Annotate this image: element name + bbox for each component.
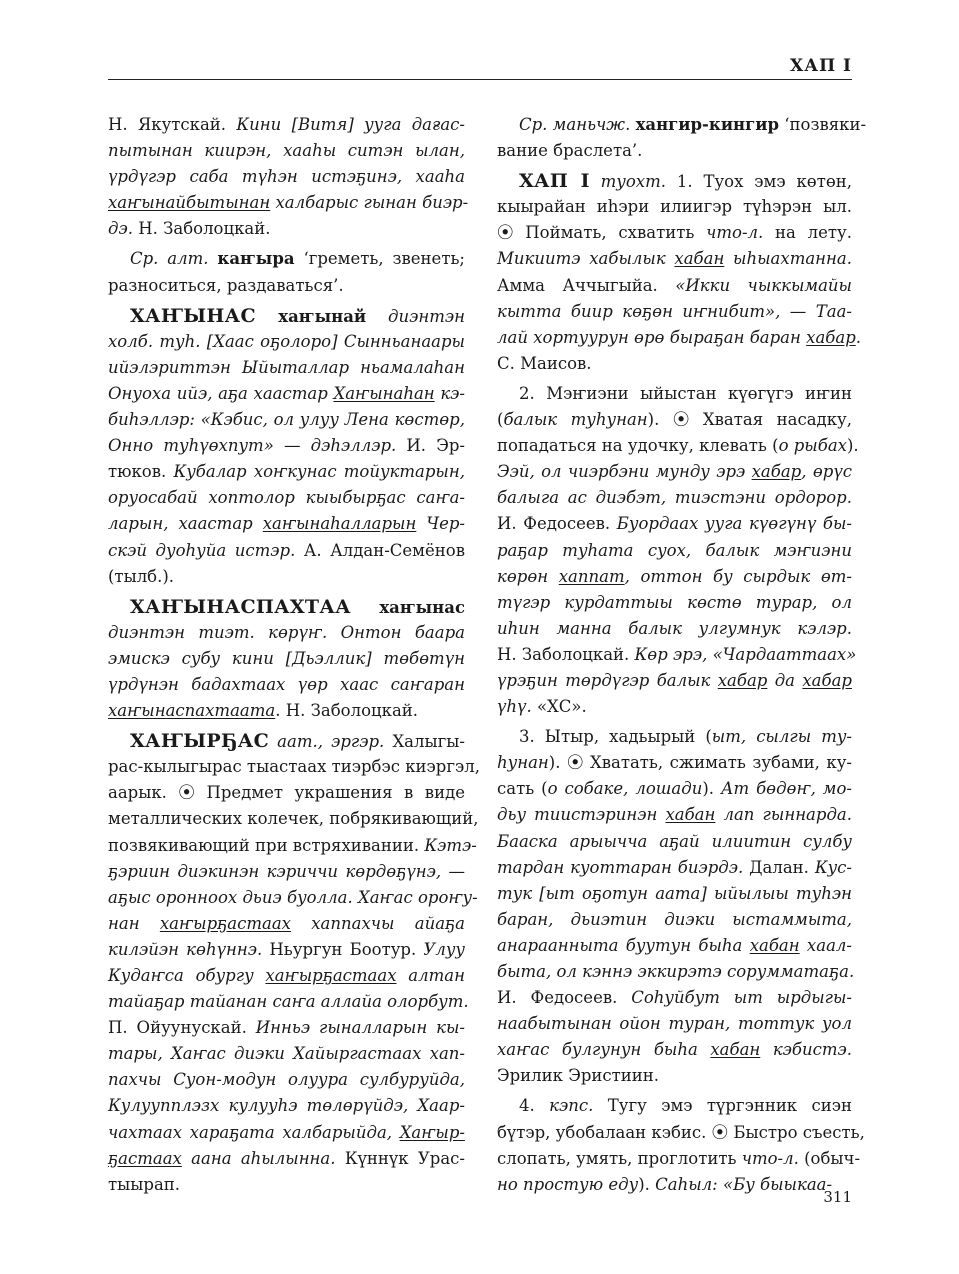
text-run: тары, Хаҥас диэки Хайыргастаах хап- (108, 1044, 465, 1064)
text-line (108, 620, 465, 646)
text-run: раҕар туһата суох, балык мэҥиэни (497, 540, 852, 560)
text-run: Ср. алт. (130, 249, 218, 269)
text-run: аана аһылынна. (181, 1148, 345, 1168)
text-line (108, 594, 465, 620)
text-run: что-л. (706, 223, 764, 243)
text-line (497, 273, 852, 299)
text-run: эргэр. (331, 732, 393, 752)
text-run: ‘позвяки- (779, 115, 867, 134)
text-run: Саһыл: «Бу быыкаа- (655, 1174, 833, 1194)
text-run: кэпс. (549, 1096, 608, 1116)
text-line (497, 1063, 852, 1089)
text-run: (тылб.). (108, 566, 175, 586)
text-run: Н. Заболоцкай. (497, 644, 635, 664)
text-line (108, 698, 465, 724)
text-run: 4. (519, 1096, 550, 1116)
text-line (108, 754, 480, 780)
text-run: 2. Мэҥиэни ыйыстан күөгүгэ иҥин (519, 383, 852, 403)
text-run: үһү. (497, 697, 537, 717)
text-run: хаҥынайбытынан (108, 193, 271, 213)
text-line (497, 112, 867, 138)
text-run: ‘греметь, звенеть; (294, 249, 465, 269)
text-line (497, 802, 852, 828)
text-line (108, 216, 465, 242)
text-run: алтан (396, 966, 465, 985)
text-run: наабытынан ойон туран, тоттук уол (497, 1014, 852, 1034)
page-number: 311 (823, 1188, 852, 1206)
text-run: ыһыахтанна. (724, 249, 852, 269)
text-line (108, 246, 465, 272)
text-run: ). ⦿ Хватая насадку, (647, 410, 852, 430)
text-line (497, 642, 857, 668)
text-run: «Икки чыккымайы (675, 275, 852, 295)
text-line (108, 963, 465, 989)
text-run: металлических колечек, побрякивающий, (108, 809, 479, 829)
text-line (497, 511, 852, 537)
header-title: ХАП I (790, 56, 852, 76)
text-run: үрэҕин төрдүгэр балык (497, 670, 718, 690)
text-line (497, 907, 852, 933)
text-run: Н. Заболоцкай. (138, 219, 271, 239)
text-run: 3. Ытыр, хадьырый ( (519, 727, 712, 747)
text-line (108, 329, 465, 355)
text-run: каҥыра (217, 249, 295, 269)
text-line (497, 1011, 852, 1037)
text-run: ийэлэриттэн Ыйыталлар ньамалаһан (108, 357, 465, 377)
text-run: иһин манна балык улгумнук кэлэр. (497, 618, 852, 638)
text-run: да (767, 670, 803, 690)
text-run: позвякивающий при встряхивании. (108, 835, 425, 855)
text-run: Бааска арыычча аҕай илиитин сулбу (497, 831, 852, 851)
text-line (108, 538, 465, 564)
text-run: тук [ыт оҕотун аата] ыйылыы туһэн (497, 883, 852, 903)
text-line (497, 485, 852, 511)
text-run: скэй дуоһуйа истэр. (108, 540, 304, 560)
text-run: Н. Якутскай. (108, 115, 237, 134)
text-run: бүтэр, убобалаан кэбис. ⦿ Быстро съесть, (497, 1122, 865, 1142)
text-run: тайаҕар тайанан саҥа аллайа олорбут. (108, 992, 469, 1012)
text-run: пахчы Суон-модун олуура сулбуруйда, (108, 1070, 465, 1090)
text-line (497, 220, 852, 246)
text-run: ). (702, 779, 721, 799)
text-run: Тугу эмэ түргэнник сиэн (607, 1096, 852, 1116)
text-line (497, 1093, 852, 1119)
text-line (108, 833, 477, 859)
text-run: ларын, хаастар (108, 514, 263, 534)
text-line (108, 381, 465, 407)
text-run: Кулуупплэзх кулууһэ төлөрүйдэ, Хаар- (108, 1096, 465, 1116)
text-run: тардан куоттаран биэрдэ. (497, 857, 750, 877)
text-run: Ээй, ол чиэрбэни мунду эрэ (497, 462, 752, 482)
text-run: Инньэ гыналларын кы- (255, 1018, 465, 1038)
text-line (108, 1172, 465, 1198)
text-run: эмискэ субу кини [Дьэллик] төбөтүн (108, 648, 465, 668)
text-run: Улуу (423, 939, 465, 959)
text-run: ⦿ Поймать, схватить (497, 223, 707, 243)
left-column (108, 112, 480, 1198)
text-line (108, 433, 465, 459)
text-run: Кэтэ- (424, 835, 477, 855)
text-run: Халыгы- (392, 732, 465, 752)
text-run: хабан (674, 249, 725, 269)
text-line (497, 138, 852, 164)
text-line (497, 194, 852, 220)
text-line (497, 959, 855, 985)
text-run: үрдүнэн бадахтаах үөр хаас саҥаран (108, 674, 465, 694)
text-run: разноситься, раздаваться’. (108, 275, 344, 295)
text-run: Чер- (416, 514, 465, 534)
text-run: И. Эр- (406, 436, 465, 456)
text-run: рас-кылыгырас тыастаах тиэрбэс киэргэл, (108, 757, 480, 777)
text-run: (обыч- (798, 1148, 861, 1168)
text-run: аҕыс оронноох дьиэ буолла. Хаҥас ороҥу- (108, 887, 478, 907)
text-run: ҕастаах (108, 1148, 182, 1168)
text-run: о рыбах (778, 436, 847, 456)
text-run: хаал- (799, 935, 852, 955)
text-run: дьу тиистэринэн (497, 805, 666, 825)
text-run: на лету. (763, 223, 853, 243)
text-line (497, 246, 852, 272)
text-run: Эрилик Эристиин. (497, 1066, 660, 1086)
text-line (108, 859, 465, 885)
text-run: көрөн (497, 566, 559, 586)
text-run: Хаҥынаһан (333, 383, 435, 403)
text-run: Күннүк Урас- (344, 1148, 465, 1168)
text-run: хабар (751, 462, 802, 482)
text-run: Кини [Витя] ууга дағас- (236, 115, 466, 134)
text-line (108, 138, 465, 164)
text-run: тюков. (108, 462, 174, 482)
text-line (108, 407, 465, 433)
text-line (108, 937, 465, 963)
text-line (497, 564, 852, 590)
text-line (108, 1093, 465, 1119)
text-run: «ХС». (536, 697, 587, 717)
text-run: тыырап. (108, 1174, 181, 1194)
text-run: дэ. (108, 219, 139, 239)
text-run: кэбистэ. (760, 1040, 852, 1060)
text-line (108, 672, 465, 698)
text-run: биһэллэр: «Кэбис, ол улуу Лена көстөр, (108, 410, 465, 430)
text-run: баран, дьиэтин диэки ыстаммыта, (497, 909, 852, 929)
text-line (497, 829, 852, 855)
text-run: ( (497, 410, 504, 430)
header-rule (108, 79, 852, 80)
text-run: аат., (269, 732, 332, 752)
text-line (497, 299, 852, 325)
text-run: халбарыс гынан биэр- (270, 193, 469, 213)
text-run: хаҥынаһалларын (262, 514, 417, 534)
text-run: 1. Туох эмэ көтөн, (676, 172, 853, 192)
text-run: ҕэриин диэкинэн кэриччи көрдөҕүнэ, — (108, 861, 465, 881)
text-run: Онно туһүөхпут» — дэһэллэр. (108, 436, 407, 456)
text-line (497, 351, 852, 377)
text-line (497, 724, 852, 750)
text-line (497, 1037, 852, 1063)
text-line (108, 806, 479, 832)
text-run: кыырайан иһэри илиигэр түһэрэн ыл. (497, 197, 852, 217)
text-run: Микиитэ хабылык (497, 249, 675, 269)
text-run: диэнтэн (366, 306, 465, 326)
text-run: , оттон бу сырдык өт- (624, 566, 852, 586)
text-run: хабан (710, 1040, 761, 1060)
text-run: Ср. маньчж. (519, 115, 636, 134)
text-line (108, 646, 465, 672)
text-run: Соһуйбут ыт ырдыгы- (631, 988, 853, 1008)
text-run: Онуоха ийэ, аҕа хаастар (108, 383, 334, 403)
text-run: Көр эрэ, «Чардааттаах» (634, 644, 857, 664)
text-line (497, 459, 852, 485)
text-run: хаҥынай (255, 306, 367, 326)
text-run: хаҥынаспахтаата (108, 701, 276, 721)
text-line (108, 164, 465, 190)
text-run: С. Маисов. (497, 353, 592, 373)
text-run: хабар (717, 670, 768, 690)
text-run: но простую еду (497, 1174, 639, 1194)
text-run: лай хортуурун өрө быраҕан баран (497, 327, 807, 347)
text-line (108, 355, 465, 381)
text-run: хабар (806, 327, 856, 347)
text-run: Далан. (749, 857, 815, 877)
text-line (497, 855, 852, 881)
text-run: Кус- (814, 857, 852, 877)
text-run: Хаҥыр- (399, 1122, 465, 1142)
text-line (108, 459, 465, 485)
text-line (108, 911, 465, 937)
text-run: быта, ол кэннэ эккирэтэ сорумматаҕа. (497, 962, 855, 981)
text-line (108, 564, 465, 590)
text-run: хаҥынас (350, 597, 465, 617)
text-run: түгэр курдаттыы көстө турар, ол (497, 592, 852, 612)
text-line (108, 1146, 465, 1172)
text-run: кытта биир көҕөн иҥнибит», — Таа- (497, 301, 852, 321)
text-run: . (855, 327, 862, 347)
text-line (497, 668, 852, 694)
text-line (497, 616, 852, 642)
text-line (108, 303, 465, 329)
text-run: анараанныта буутун быһа (497, 935, 750, 955)
text-run: хаҥас булгунун быһа (497, 1040, 711, 1060)
text-line (108, 190, 469, 216)
text-line (497, 694, 852, 720)
text-run: ). (846, 436, 859, 456)
text-run: И. Федосеев. (497, 514, 617, 534)
text-line (108, 1015, 465, 1041)
text-line (497, 168, 852, 194)
text-line (497, 776, 852, 802)
text-run: , өрүс (801, 462, 852, 482)
text-line (497, 381, 852, 407)
text-run: Кубалар хоҥкунас тойуктарын, (173, 462, 465, 482)
text-run: И. Федосеев. (497, 988, 632, 1008)
text-line (108, 485, 465, 511)
right-column (497, 112, 867, 1198)
text-run: ). ⦿ Хватать, сжимать зубами, ку- (548, 753, 852, 773)
text-run: что-л. (741, 1148, 799, 1168)
text-line (497, 933, 852, 959)
text-run: . Н. Заболоцкай. (275, 701, 419, 721)
text-line (108, 728, 465, 754)
text-run: сать ( (497, 779, 548, 799)
text-run: туохт. (589, 172, 677, 192)
text-run: хабар (802, 670, 852, 690)
text-run: кэ- (434, 383, 465, 403)
text-run: Буордаах ууга күөгүнү бы- (616, 514, 852, 534)
text-run: оруосабай хоптолор кыыбырҕас саҥа- (108, 488, 465, 508)
text-run: холб. туһ. [Хаас оҕолоро] Сынньанаары (108, 331, 465, 351)
text-run: хаҥырҕастаах (265, 966, 397, 985)
text-line (497, 325, 862, 351)
text-run: хаппат (558, 566, 625, 586)
text-run: үрдүгэр саба түһэн истэҕинэ, хааһа (108, 167, 465, 187)
text-run: хаппахчы айаҕа (290, 913, 465, 933)
text-run: балыга ас диэбэт, тиэстэни ордорор. (497, 488, 852, 508)
entry-headword: ХАҤЫРҔАС (130, 730, 269, 753)
text-run: о собаке, лошади (547, 779, 703, 799)
text-run: килэйэн көһүннэ. (108, 939, 270, 959)
text-run: диэнтэн тиэт. көрүҥ. Онтон баара (108, 622, 465, 642)
text-run: балык туһунан (503, 410, 648, 430)
text-line (497, 538, 852, 564)
text-line (497, 1146, 861, 1172)
text-run: хабан (749, 935, 800, 955)
running-header (108, 52, 852, 80)
text-run: лап гыннарда. (715, 805, 852, 825)
entry-headword: ХАҤЫНАСПАХТАА (130, 595, 351, 618)
text-line (497, 985, 852, 1011)
text-run: хабан (665, 805, 716, 825)
text-line (497, 433, 859, 459)
text-line (108, 511, 465, 537)
text-run: нан (108, 913, 160, 933)
entry-headword: ХАҤЫНАС (130, 304, 256, 327)
text-run: слопать, умять, проглотить (497, 1148, 742, 1168)
text-run: Амма Аччыгыйа. (497, 275, 676, 295)
text-line (497, 750, 852, 776)
text-run: вание браслета’. (497, 141, 643, 161)
text-run: ыт, сылгы ту- (711, 727, 853, 747)
text-run: А. Алдан-Семёнов (303, 540, 465, 560)
text-run: хангир-кингир (635, 115, 780, 134)
text-line (497, 881, 852, 907)
text-run: пытынан киирэн, хааһы ситэн ылан, (108, 141, 465, 161)
text-run: аарык. ⦿ Предмет украшения в виде (108, 783, 465, 803)
text-line (497, 590, 852, 616)
text-line (108, 1120, 465, 1146)
text-run: чахтаах хараҕата халбарыйда, (108, 1122, 400, 1142)
text-line (497, 1120, 865, 1146)
text-line (108, 989, 469, 1015)
text-run: Кудаҥса обургу (108, 966, 266, 985)
text-run: Ат бөдөҥ, мо- (720, 779, 852, 799)
text-line (108, 112, 465, 138)
text-line (108, 1067, 465, 1093)
text-run: ). (638, 1174, 656, 1194)
text-line (497, 1172, 852, 1198)
text-line (108, 885, 478, 911)
text-line (108, 1041, 465, 1067)
text-run: хаҥырҕастаах (159, 913, 291, 933)
text-run: һунан (497, 753, 549, 773)
entry-headword: ХАП I (519, 170, 590, 193)
text-run: попадаться на удочку, клевать ( (497, 436, 779, 456)
text-line (108, 780, 465, 806)
text-run: Ньургун Боотур. (269, 939, 424, 959)
text-line (497, 407, 852, 433)
text-line (108, 273, 465, 299)
text-run: П. Ойуунускай. (108, 1018, 256, 1038)
